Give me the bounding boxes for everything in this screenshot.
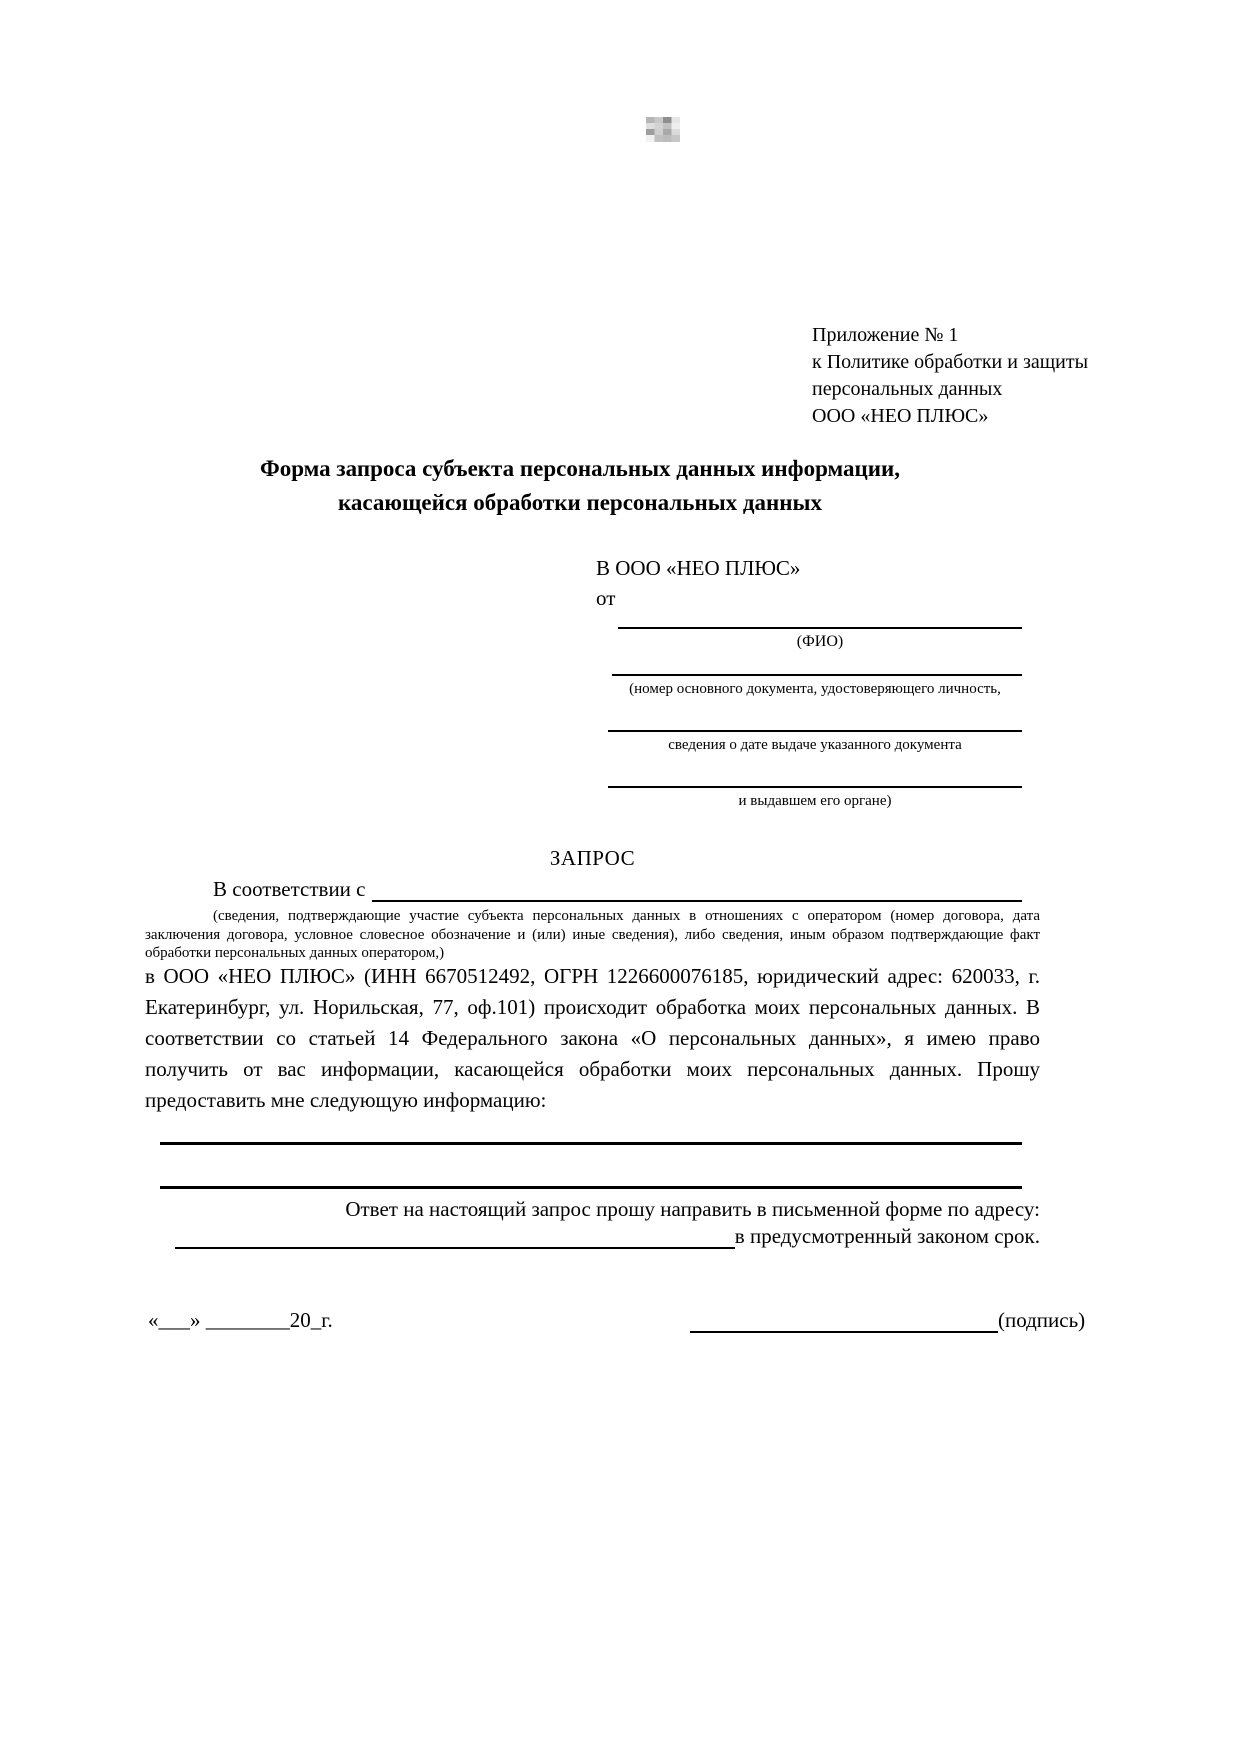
information-blank-line-2	[160, 1186, 1022, 1189]
request-intro-blank-line	[372, 874, 1023, 902]
signature-row	[690, 1305, 1110, 1333]
document-issue-date-caption: сведения о дате выдаче указанного документа	[668, 737, 962, 753]
request-heading: ЗАПРОС	[549, 846, 636, 870]
reply-address-blank-line	[175, 1221, 735, 1249]
reply-address-row	[175, 1221, 1040, 1249]
document-issuer-blank-line	[608, 786, 1022, 788]
information-blank-line-1	[160, 1142, 1022, 1145]
document-title	[125, 452, 1035, 520]
document-title-line2: касающейся обработки персональных данных	[337, 490, 823, 515]
request-intro-row	[145, 874, 1022, 902]
addressee-from-label: от	[596, 586, 616, 610]
document-number-caption: (номер основного документа, удостоверяющего личность,	[629, 681, 1001, 697]
request-intro-label: В соответствии с	[213, 877, 366, 901]
fio-caption: (ФИО)	[796, 633, 844, 650]
blurred-image-placeholder-icon	[646, 117, 680, 142]
appendix-line: персональных данных	[812, 378, 1003, 400]
addressee-to-line: В ООО «НЕО ПЛЮС»	[596, 556, 801, 580]
date-blank-line: «___» ________20_г.	[148, 1308, 333, 1332]
document-issue-date-blank-line	[608, 730, 1022, 732]
signature-caption: (подпись)	[998, 1308, 1086, 1332]
appendix-line: Приложение № 1	[812, 324, 959, 346]
reply-instruction-line: Ответ на настоящий запрос прошу направить в письменной форме по адресу:	[345, 1197, 1040, 1221]
appendix-line: к Политике обработки и защиты	[812, 351, 1089, 373]
signature-blank-line	[690, 1305, 998, 1333]
fio-blank-line	[618, 627, 1022, 629]
request-fine-print: (сведения, подтверждающие участие субъекта персональных данных в отношениях с оператором (номер договора, дата заключения договора, условное словесное обозначение и (или) иные сведения), либо сведения, иным образом подтверждающие факт обработки персональных данных оператором,)	[145, 908, 1040, 961]
reply-instruction-suffix: в предусмотренный законом срок.	[734, 1224, 1040, 1248]
document-title-line1: Форма запроса субъекта персональных данных информации,	[259, 456, 901, 481]
document-issuer-caption: и выдавшем его органе)	[738, 793, 892, 809]
appendix-line: ООО «НЕО ПЛЮС»	[812, 405, 989, 427]
appendix-block	[812, 322, 1152, 430]
document-number-blank-line	[612, 674, 1022, 676]
request-body-paragraph: в ООО «НЕО ПЛЮС» (ИНН 6670512492, ОГРН 1226600076185, юридический адрес: 620033, г. Екатеринбург, ул. Норильская, 77, оф.101) происходит обработка моих персональных данных. В соответствии со статьей 14 Федерального закона «О персональных данных», я имею право получить от вас информации, касающейся обработки моих персональных данных. Прошу предоставить мне следующую информацию:	[145, 964, 1040, 1112]
